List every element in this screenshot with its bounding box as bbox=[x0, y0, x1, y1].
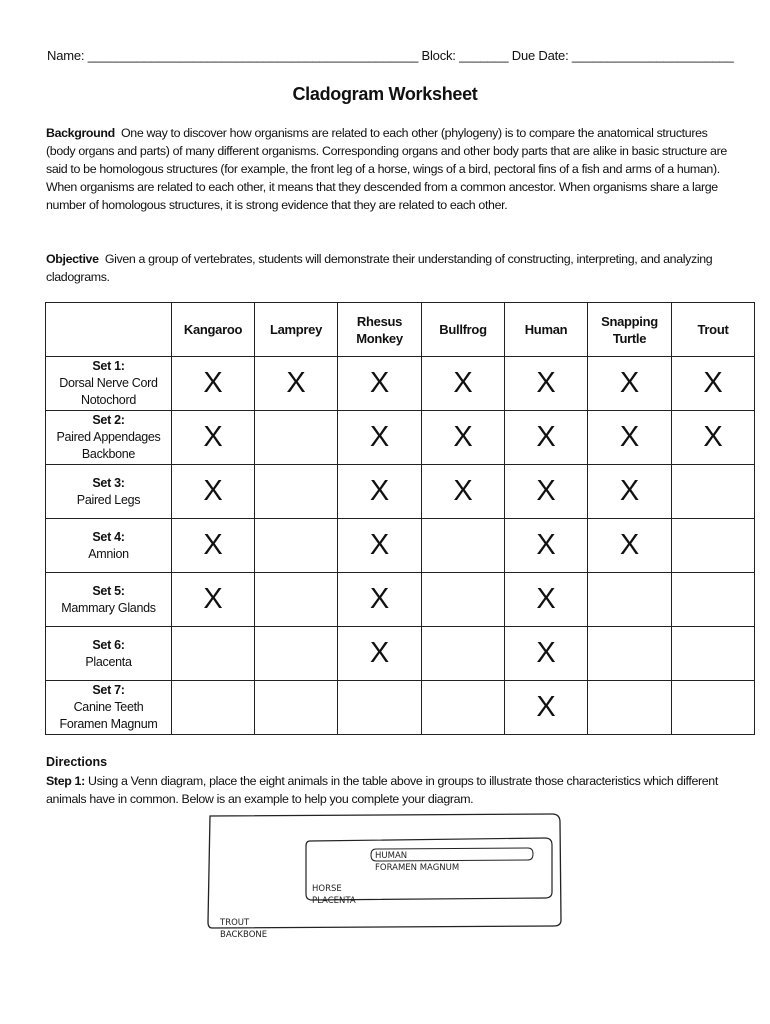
trait-mark-cell bbox=[588, 681, 672, 735]
set-name: Set 1: bbox=[92, 359, 125, 373]
background-label: Background bbox=[46, 126, 115, 140]
set-trait: Mammary Glands bbox=[61, 600, 156, 615]
column-header: Bullfrog bbox=[422, 303, 505, 357]
trait-mark-cell: X bbox=[505, 519, 588, 573]
background-text: One way to discover how organisms are related to each other (phylogeny) is to compare the anatomical structures (body organs and parts) of many different organisms. Corresponding organs and other body parts that are alike in basic structure are said to be homologous structures (for example, the front leg of a horse, wings of a bird, pectoral fins of a fish and arms of a human). When organisms are related to each other, it means that they descended from a common ancestor. When organisms share a large number of homologous structures, it is strong evidence that they are related to each other. bbox=[46, 126, 727, 212]
trait-mark-cell bbox=[672, 573, 755, 627]
trait-mark-cell: X bbox=[172, 573, 255, 627]
trait-mark-cell: X bbox=[672, 357, 755, 411]
venn-foramen-label: FORAMEN MAGNUM bbox=[375, 863, 460, 873]
venn-horse-label: HORSE bbox=[312, 884, 342, 894]
set-name: Set 2: bbox=[92, 413, 125, 427]
trait-mark-cell bbox=[672, 681, 755, 735]
set-trait: Foramen Magnum bbox=[59, 717, 158, 731]
set-name: Set 6: bbox=[92, 637, 125, 652]
trait-mark-cell bbox=[338, 681, 422, 735]
set-trait: Paired Legs bbox=[76, 492, 141, 507]
trait-mark-cell: X bbox=[672, 411, 755, 465]
objective-paragraph bbox=[46, 250, 730, 286]
objective-text: Given a group of vertebrates, students will demonstrate their understanding of constructing, interpreting, and analyzing cladograms. bbox=[46, 252, 713, 284]
trait-table bbox=[45, 302, 755, 735]
trait-mark-cell: X bbox=[338, 465, 422, 519]
trait-mark-cell bbox=[422, 627, 505, 681]
trait-mark-cell bbox=[588, 573, 672, 627]
corner-cell bbox=[46, 303, 172, 357]
trait-mark-cell: X bbox=[172, 465, 255, 519]
step-1-text bbox=[46, 772, 736, 808]
trait-mark-cell bbox=[255, 627, 338, 681]
set-cell bbox=[46, 681, 172, 735]
venn-backbone-label: BACKBONE bbox=[220, 930, 268, 940]
trait-mark-cell: X bbox=[255, 357, 338, 411]
worksheet-title: Cladogram Worksheet bbox=[292, 84, 478, 104]
set-trait: Amnion bbox=[88, 546, 129, 561]
trait-mark-cell: X bbox=[172, 411, 255, 465]
trait-mark-cell bbox=[672, 627, 755, 681]
set-cell bbox=[46, 573, 172, 627]
trait-mark-cell: X bbox=[588, 357, 672, 411]
table-row bbox=[46, 681, 755, 735]
set-cell bbox=[46, 465, 172, 519]
set-trait: Dorsal Nerve Cord bbox=[59, 376, 158, 390]
venn-placenta-label: PLACENTA bbox=[312, 896, 356, 906]
table-row bbox=[46, 627, 755, 681]
trait-mark-cell: X bbox=[588, 411, 672, 465]
directions-heading: Directions bbox=[46, 755, 108, 769]
table-header-row bbox=[46, 303, 755, 357]
trait-mark-cell bbox=[172, 627, 255, 681]
trait-mark-cell bbox=[255, 465, 338, 519]
set-trait: Canine Teeth bbox=[73, 700, 144, 714]
table-row bbox=[46, 411, 755, 465]
trait-mark-cell: X bbox=[422, 465, 505, 519]
set-trait: Placenta bbox=[85, 654, 132, 669]
trait-mark-cell: X bbox=[172, 357, 255, 411]
venn-trout-label: TROUT bbox=[220, 918, 250, 928]
trait-mark-cell: X bbox=[172, 519, 255, 573]
set-trait: Notochord bbox=[81, 393, 136, 407]
student-info-line: Name: _______________________________________________ Block: _______ Due Date: _______________________ bbox=[47, 48, 734, 63]
trait-mark-cell: X bbox=[588, 465, 672, 519]
set-cell bbox=[46, 519, 172, 573]
trait-mark-cell: X bbox=[505, 681, 588, 735]
column-header: Rhesus Monkey bbox=[338, 303, 422, 357]
column-header: Lamprey bbox=[255, 303, 338, 357]
table-row bbox=[46, 357, 755, 411]
trait-mark-cell: X bbox=[505, 627, 588, 681]
column-header: Trout bbox=[672, 303, 755, 357]
trait-mark-cell bbox=[422, 681, 505, 735]
column-header: Kangaroo bbox=[172, 303, 255, 357]
venn-human-label: HUMAN bbox=[375, 851, 408, 861]
trait-mark-cell: X bbox=[505, 573, 588, 627]
set-name: Set 7: bbox=[92, 683, 125, 697]
step-1-label: Step 1: bbox=[46, 774, 85, 788]
table-row bbox=[46, 519, 755, 573]
background-paragraph bbox=[46, 124, 730, 214]
set-trait: Backbone bbox=[81, 447, 136, 461]
trait-mark-cell: X bbox=[422, 357, 505, 411]
column-header: Snapping Turtle bbox=[588, 303, 672, 357]
trait-mark-cell: X bbox=[338, 411, 422, 465]
trait-mark-cell: X bbox=[505, 411, 588, 465]
trait-mark-cell: X bbox=[588, 519, 672, 573]
trait-mark-cell: X bbox=[338, 627, 422, 681]
trait-mark-cell bbox=[255, 519, 338, 573]
column-header: Human bbox=[505, 303, 588, 357]
trait-mark-cell: X bbox=[338, 573, 422, 627]
table-row bbox=[46, 573, 755, 627]
trait-mark-cell: X bbox=[338, 519, 422, 573]
trait-mark-cell: X bbox=[505, 465, 588, 519]
trait-mark-cell bbox=[172, 681, 255, 735]
set-cell bbox=[46, 627, 172, 681]
trait-mark-cell bbox=[255, 573, 338, 627]
trait-mark-cell: X bbox=[338, 357, 422, 411]
trait-mark-cell bbox=[255, 411, 338, 465]
set-cell bbox=[46, 357, 172, 411]
set-cell bbox=[46, 411, 172, 465]
table-row bbox=[46, 465, 755, 519]
objective-label: Objective bbox=[46, 252, 99, 266]
step-1-body: Using a Venn diagram, place the eight animals in the table above in groups to illustrate those characteristics which different animals have in common. Below is an example to help you complete your diagram. bbox=[46, 774, 718, 806]
set-name: Set 3: bbox=[92, 475, 125, 490]
trait-mark-cell bbox=[672, 465, 755, 519]
trait-mark-cell bbox=[672, 519, 755, 573]
trait-mark-cell bbox=[422, 573, 505, 627]
set-name: Set 4: bbox=[92, 529, 125, 544]
set-trait: Paired Appendages bbox=[56, 430, 161, 444]
trait-mark-cell: X bbox=[422, 411, 505, 465]
trait-mark-cell: X bbox=[505, 357, 588, 411]
trait-mark-cell bbox=[588, 627, 672, 681]
venn-diagram-example bbox=[200, 808, 570, 943]
trait-mark-cell bbox=[422, 519, 505, 573]
set-name: Set 5: bbox=[92, 583, 125, 598]
trait-mark-cell bbox=[255, 681, 338, 735]
